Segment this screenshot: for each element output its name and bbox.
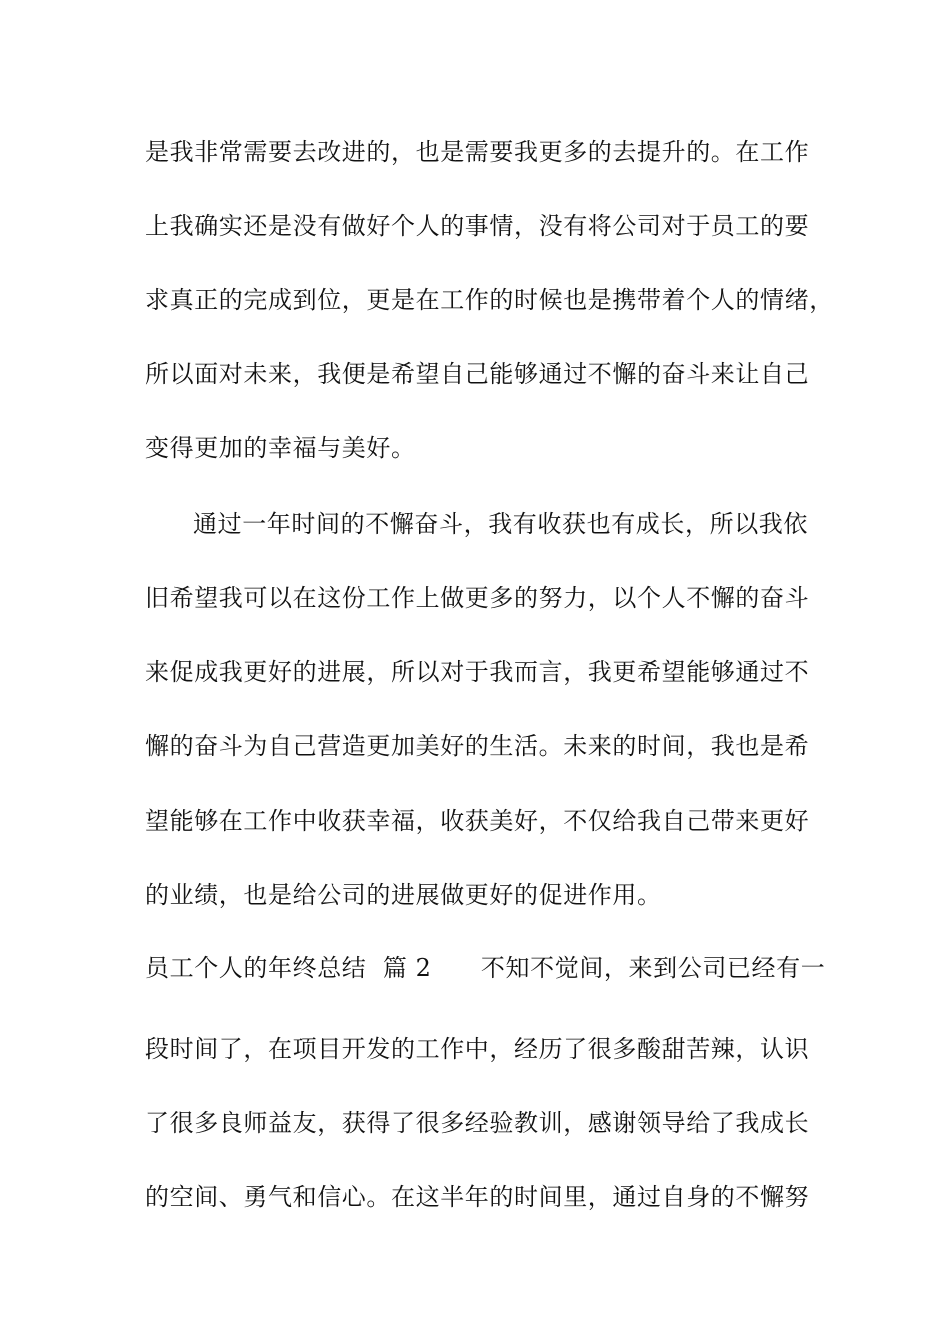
text-line: 望能够在工作中收获幸福，收获美好，不仅给我自己带来更好: [145, 807, 810, 835]
text-line: 求真正的完成到位，更是在工作的时候也是携带着个人的情绪，: [145, 286, 834, 314]
text-line: 了很多良师益友，获得了很多经验教训，感谢领导给了我成长: [145, 1109, 810, 1137]
text-line: 上我确实还是没有做好个人的事情，没有将公司对于员工的要: [145, 212, 810, 240]
text-line: 所以面对未来，我便是希望自己能够通过不懈的奋斗来让自己: [145, 360, 810, 388]
text-line: 是我非常需要去改进的，也是需要我更多的去提升的。在工作: [145, 138, 810, 166]
section-heading-line: 员工个人的年终总结 篇 2 不知不觉间，来到公司已经有一: [145, 954, 826, 982]
text-line: 来促成我更好的进展，所以对于我而言，我更希望能够通过不: [145, 658, 810, 686]
text-line: 旧希望我可以在这份工作上做更多的努力，以个人不懈的奋斗: [145, 584, 810, 612]
text-line: 的业绩，也是给公司的进展做更好的促进作用。: [145, 881, 662, 909]
text-line: 变得更加的幸福与美好。: [145, 434, 416, 462]
text-line: 的空间、勇气和信心。在这半年的时间里，通过自身的不懈努: [145, 1183, 810, 1211]
text-line: 懈的奋斗为自己营造更加美好的生活。未来的时间，我也是希: [145, 732, 810, 760]
paragraph-first-line: 通过一年时间的不懈奋斗，我有收获也有成长，所以我依: [193, 510, 808, 538]
text-line: 段时间了，在项目开发的工作中，经历了很多酸甜苦辣，认识: [145, 1035, 810, 1063]
